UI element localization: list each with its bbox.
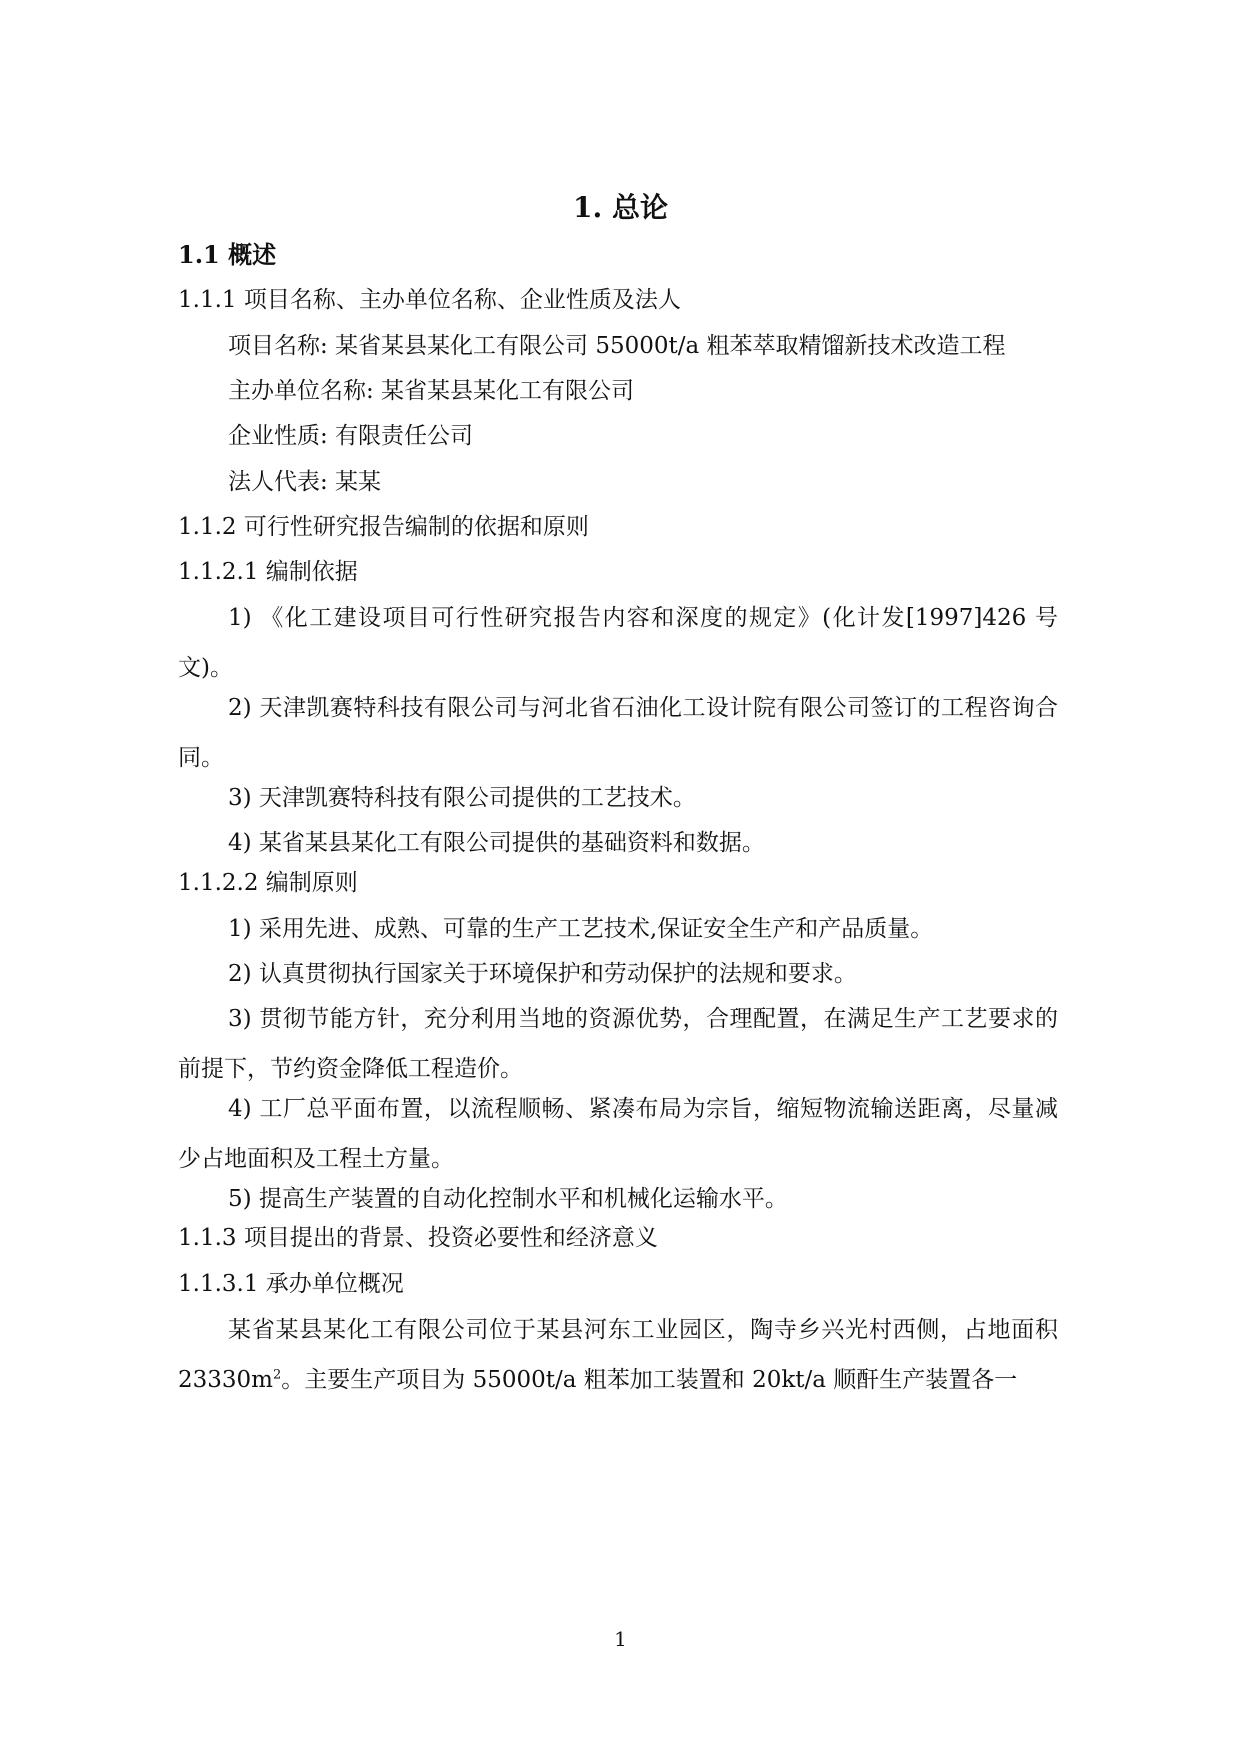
- basis-item-2: 2) 天津凯赛特科技有限公司与河北省石油化工设计院有限公司签订的工程咨询合同。: [178, 695, 1058, 771]
- subsection-heading-1-1-1: 1.1.1 项目名称、主办单位名称、企业性质及法人: [178, 287, 681, 313]
- subsection-heading-1-1-2: 1.1.2 可行性研究报告编制的依据和原则: [178, 514, 589, 540]
- project-name-line: 项目名称: 某省某县某化工有限公司 55000t/a 粗苯萃取精馏新技术改造工程: [228, 333, 1006, 359]
- area-unit-superscript: 2: [272, 1367, 282, 1383]
- overview-text-part-1: 某省某县某化工有限公司位于某县河东工业园区，陶寺乡兴光村西侧，占地面积 23330m: [178, 1317, 1058, 1393]
- overview-text-part-2: 。主要生产项目为 55000t/a 粗苯加工装置和 20kt/a 顺酐生产装置各一: [281, 1367, 1018, 1393]
- chapter-title: 1. 总论: [573, 191, 668, 224]
- principle-item-3: 3) 贯彻节能方针，充分利用当地的资源优势，合理配置，在满足生产工艺要求的前提下，节约资金降低工程造价。: [178, 1006, 1058, 1082]
- principle-item-4: 4) 工厂总平面布置，以流程顺畅、紧凑布局为宗旨，缩短物流输送距离，尽量减少占地面积及工程土方量。: [178, 1096, 1058, 1172]
- page-number: 1: [614, 1627, 627, 1651]
- subsection-heading-1-1-2-2: 1.1.2.2 编制原则: [178, 870, 358, 896]
- enterprise-nature-line: 企业性质: 有限责任公司: [228, 423, 474, 449]
- section-heading-1-1: 1.1 概述: [178, 240, 277, 269]
- principle-item-2: 2) 认真贯彻执行国家关于环境保护和劳动保护的法规和要求。: [228, 961, 857, 987]
- basis-item-1: 1) 《化工建设项目可行性研究报告内容和深度的规定》(化计发[1997]426 号文)。: [178, 605, 1058, 681]
- basis-item-4: 4) 某省某县某化工有限公司提供的基础资料和数据。: [228, 830, 765, 856]
- subsection-heading-1-1-3-1: 1.1.3.1 承办单位概况: [178, 1271, 404, 1297]
- principle-item-5: 5) 提高生产装置的自动化控制水平和机械化运输水平。: [228, 1186, 788, 1212]
- subsection-heading-1-1-3: 1.1.3 项目提出的背景、投资必要性和经济意义: [178, 1225, 658, 1251]
- subsection-heading-1-1-2-1: 1.1.2.1 编制依据: [178, 559, 358, 585]
- sponsor-line: 主办单位名称: 某省某县某化工有限公司: [228, 378, 635, 404]
- legal-rep-line: 法人代表: 某某: [228, 469, 382, 495]
- principle-item-1: 1) 采用先进、成熟、可靠的生产工艺技术,保证安全生产和产品质量。: [228, 916, 934, 942]
- basis-item-3: 3) 天津凯赛特科技有限公司提供的工艺技术。: [228, 785, 696, 811]
- company-overview-paragraph: [178, 1305, 1058, 1405]
